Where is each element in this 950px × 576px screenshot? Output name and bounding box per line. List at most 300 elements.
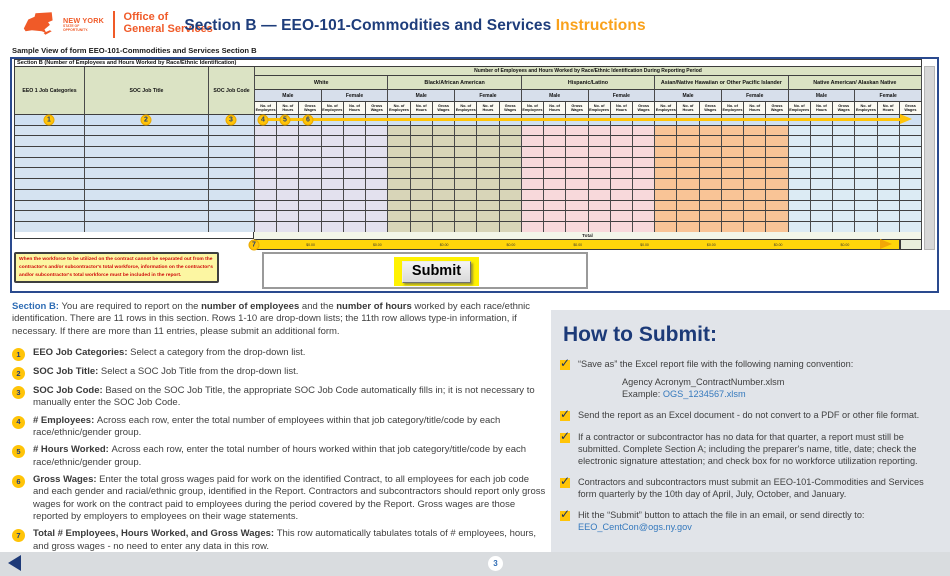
body-cell xyxy=(477,211,499,222)
body-cell xyxy=(322,126,344,137)
body-cell xyxy=(744,179,766,190)
body-cell xyxy=(611,201,633,212)
logo-state-name: NEW YORK xyxy=(63,15,105,25)
body-cell xyxy=(522,222,544,233)
body-cell xyxy=(15,147,85,158)
body-cell xyxy=(455,126,477,137)
body-cell xyxy=(655,147,677,158)
body-cell xyxy=(789,179,811,190)
body-cell xyxy=(411,190,433,201)
intro-segment: Section B: xyxy=(12,301,59,312)
check-icon: ✓ xyxy=(560,428,571,443)
body-cell xyxy=(255,190,277,201)
body-cell xyxy=(677,126,699,137)
section-b-intro xyxy=(12,301,546,338)
body-cell xyxy=(789,190,811,201)
body-cell xyxy=(433,190,455,201)
header-measure-cell: Gross Wages xyxy=(633,102,655,115)
previous-page-button[interactable] xyxy=(8,555,21,571)
body-cell xyxy=(566,179,588,190)
body-cell xyxy=(411,168,433,179)
body-cell xyxy=(544,190,566,201)
body-cell xyxy=(477,126,499,137)
total-value: $0.00 xyxy=(840,243,850,247)
body-cell xyxy=(878,179,900,190)
instruction-item xyxy=(12,385,546,410)
body-cell xyxy=(655,136,677,147)
step-number-badge: 7 xyxy=(12,529,25,542)
logo-tagline-2: OPPORTUNITY. xyxy=(63,27,89,32)
body-cell xyxy=(811,211,833,222)
body-cell xyxy=(85,126,209,137)
callout-7: 7 xyxy=(249,239,260,250)
total-arrow-head-icon xyxy=(880,239,892,249)
body-cell xyxy=(255,158,277,169)
callout-2: 2 xyxy=(141,114,152,125)
header-gender-cell: Male xyxy=(789,90,856,102)
header-gender-cell: Male xyxy=(655,90,722,102)
step-number-badge: 3 xyxy=(12,386,25,399)
body-cell xyxy=(544,126,566,137)
body-cell xyxy=(766,201,788,212)
body-cell xyxy=(633,126,655,137)
body-cell xyxy=(789,136,811,147)
body-cell xyxy=(299,211,321,222)
callout-1: 1 xyxy=(44,114,55,125)
body-cell xyxy=(299,158,321,169)
body-cell xyxy=(677,211,699,222)
body-cell xyxy=(299,222,321,233)
header-measure-cell: Gross Wages xyxy=(299,102,321,115)
body-cell xyxy=(633,222,655,233)
body-cell xyxy=(322,179,344,190)
body-cell xyxy=(388,158,410,169)
header-measure-cell: No. of Hours xyxy=(677,102,699,115)
body-cell xyxy=(833,222,855,233)
body-cell xyxy=(277,147,299,158)
body-cell xyxy=(677,158,699,169)
body-cell xyxy=(855,147,877,158)
body-cell xyxy=(722,201,744,212)
body-cell xyxy=(411,179,433,190)
header-measure-cell: No. of Hours xyxy=(277,102,299,115)
body-cell xyxy=(833,168,855,179)
body-cell xyxy=(15,136,85,147)
body-cell xyxy=(255,147,277,158)
body-cell xyxy=(433,168,455,179)
body-cell xyxy=(589,179,611,190)
step-number-badge: 1 xyxy=(12,348,25,361)
body-cell xyxy=(544,201,566,212)
header-measure-cell: No. of Hours xyxy=(411,102,433,115)
total-label: Total xyxy=(254,232,922,239)
body-cell xyxy=(900,147,922,158)
body-cell xyxy=(299,179,321,190)
body-cell xyxy=(255,136,277,147)
body-cell xyxy=(500,158,522,169)
body-cell xyxy=(766,136,788,147)
body-cell xyxy=(299,190,321,201)
body-cell xyxy=(878,158,900,169)
body-cell xyxy=(700,201,722,212)
body-cell xyxy=(344,190,366,201)
body-cell xyxy=(878,211,900,222)
body-cell xyxy=(388,126,410,137)
how-to-submit-panel xyxy=(551,310,950,576)
header-measure-cell: Gross Wages xyxy=(900,102,922,115)
body-cell xyxy=(722,158,744,169)
body-cell xyxy=(722,126,744,137)
body-cell xyxy=(677,168,699,179)
body-cell xyxy=(655,168,677,179)
body-cell xyxy=(277,158,299,169)
header-measure-cell: No. of Hours xyxy=(344,102,366,115)
checklist-item xyxy=(560,473,934,500)
body-cell xyxy=(700,136,722,147)
total-value: $0.00 xyxy=(573,243,583,247)
body-cell xyxy=(277,126,299,137)
header-period-cell: Number of Employees and Hours Worked by Race/Ethnic Identification During Reporting Period xyxy=(255,67,922,76)
body-cell xyxy=(15,168,85,179)
body-cell xyxy=(878,201,900,212)
body-cell xyxy=(388,136,410,147)
header-measure-cell: Gross Wages xyxy=(700,102,722,115)
body-cell xyxy=(209,211,255,222)
body-cell xyxy=(744,190,766,201)
sample-grid xyxy=(14,66,922,233)
row-highlight-arrow xyxy=(263,118,900,121)
check-icon: ✓ xyxy=(560,507,571,522)
agency-name-2: General Services xyxy=(123,23,213,35)
total-value: $0.00 xyxy=(506,243,516,247)
header-measure-cell: Gross Wages xyxy=(566,102,588,115)
checklist-text: Contractors and subcontractors must submit an EEO-101-Commodities and Services form quarterly by the 10th day of April, July, October, and January. xyxy=(578,476,924,500)
body-cell xyxy=(209,222,255,233)
body-cell xyxy=(900,136,922,147)
page-title xyxy=(160,17,670,35)
body-cell xyxy=(455,201,477,212)
body-cell xyxy=(700,168,722,179)
body-cell xyxy=(85,201,209,212)
body-cell xyxy=(411,147,433,158)
body-cell xyxy=(700,126,722,137)
body-cell xyxy=(633,190,655,201)
body-cell xyxy=(85,222,209,233)
body-cell xyxy=(411,201,433,212)
total-value: $0.00 xyxy=(439,243,449,247)
page-title-main: Section B — EEO-101-Commodities and Services xyxy=(184,17,556,34)
body-cell xyxy=(209,147,255,158)
body-cell xyxy=(677,222,699,233)
checklist-text: If a contractor or subcontractor has no data for that quarter, a report must still be submitted. Complete Section A; including the preparer's name, title, date; check the electronic signature attestation; and check box for no workforce utilization reporting. xyxy=(578,431,918,466)
body-cell xyxy=(522,158,544,169)
body-cell xyxy=(633,211,655,222)
header-gender-cell: Female xyxy=(322,90,389,102)
body-cell xyxy=(611,147,633,158)
body-cell xyxy=(388,147,410,158)
body-cell xyxy=(833,126,855,137)
body-cell xyxy=(855,190,877,201)
body-cell xyxy=(500,179,522,190)
body-cell xyxy=(255,211,277,222)
instruction-text: SOC Job Title: Select a SOC Job Title from the drop-down list. xyxy=(33,366,299,378)
body-cell xyxy=(722,147,744,158)
total-value: $0.00 xyxy=(706,243,716,247)
total-label-spacer xyxy=(14,232,254,239)
body-cell xyxy=(544,222,566,233)
body-cell xyxy=(744,211,766,222)
body-cell xyxy=(789,126,811,137)
body-cell xyxy=(299,201,321,212)
body-cell xyxy=(366,222,388,233)
body-cell xyxy=(589,201,611,212)
body-cell xyxy=(433,179,455,190)
body-cell xyxy=(766,126,788,137)
body-cell xyxy=(878,147,900,158)
body-cell xyxy=(455,136,477,147)
example-file-link[interactable]: OGS_1234567.xlsm xyxy=(662,389,746,400)
body-cell xyxy=(209,158,255,169)
naming-convention: Agency Acronym_ContractNumber.xlsm Example: OGS_1234567.xlsm xyxy=(622,377,785,400)
body-cell xyxy=(811,190,833,201)
body-cell xyxy=(700,179,722,190)
body-cell xyxy=(277,168,299,179)
body-cell xyxy=(299,168,321,179)
body-cell xyxy=(522,201,544,212)
check-icon: ✓ xyxy=(560,356,571,370)
checklist-item xyxy=(560,409,934,421)
instruction-item xyxy=(12,444,546,469)
body-cell xyxy=(455,222,477,233)
body-cell xyxy=(477,136,499,147)
body-cell xyxy=(344,222,366,233)
header-measure-cell: No. of Employees xyxy=(589,102,611,115)
submit-button[interactable]: Submit xyxy=(402,261,471,283)
body-cell xyxy=(209,190,255,201)
how-to-submit-heading: How to Submit: xyxy=(563,323,717,346)
header-measure-cell: No. of Hours xyxy=(811,102,833,115)
body-cell xyxy=(455,147,477,158)
body-cell xyxy=(500,201,522,212)
total-value: $0.00 xyxy=(773,243,783,247)
header-measure-cell: No. of Employees xyxy=(455,102,477,115)
body-cell xyxy=(366,190,388,201)
intro-segment: number of employees xyxy=(201,301,300,312)
body-cell xyxy=(500,168,522,179)
body-cell xyxy=(900,201,922,212)
body-cell xyxy=(766,179,788,190)
check-icon: ✓ xyxy=(560,407,571,422)
sheet-title: Section B (Number of Employees and Hours Worked by Race/Ethnic Identification) xyxy=(14,59,922,66)
body-cell xyxy=(789,222,811,233)
body-cell xyxy=(766,147,788,158)
body-cell xyxy=(388,190,410,201)
body-cell xyxy=(322,222,344,233)
body-cell xyxy=(900,126,922,137)
body-cell xyxy=(455,168,477,179)
body-cell xyxy=(589,147,611,158)
body-cell xyxy=(477,158,499,169)
body-cell xyxy=(500,126,522,137)
body-cell xyxy=(633,136,655,147)
body-cell xyxy=(766,168,788,179)
body-cell xyxy=(477,201,499,212)
body-cell xyxy=(255,179,277,190)
header-gender-cell: Male xyxy=(522,90,589,102)
header-measure-cell: No. of Employees xyxy=(322,102,344,115)
body-cell xyxy=(789,201,811,212)
instruction-text: Gross Wages: Enter the total gross wages paid for work on the identified Contract, to all employees for each job code and each gender and racial/ethnic group, identified in the Report. Contractors and subcontractors should report only gross wages for work on the contract paid to employees during the period covered by the Report. Gross wages are those reported by employers to employees on their wage statements. xyxy=(33,474,546,523)
body-cell xyxy=(789,147,811,158)
check-icon: ✓ xyxy=(560,473,571,488)
body-cell xyxy=(522,126,544,137)
header-measure-cell: No. of Employees xyxy=(855,102,877,115)
body-cell xyxy=(900,211,922,222)
body-cell xyxy=(811,147,833,158)
body-cell xyxy=(611,126,633,137)
body-cell xyxy=(811,158,833,169)
checklist-item xyxy=(560,428,934,467)
instruction-item xyxy=(12,474,546,523)
body-cell xyxy=(366,201,388,212)
body-cell xyxy=(566,158,588,169)
instruction-text: SOC Job Code: Based on the SOC Job Title, the appropriate SOC Job Code automatically fills in; it is not necessary to manually enter the SOC Job Code. xyxy=(33,385,535,409)
body-cell xyxy=(299,126,321,137)
body-cell xyxy=(433,147,455,158)
body-cell xyxy=(15,126,85,137)
body-cell xyxy=(522,147,544,158)
body-cell xyxy=(655,222,677,233)
step-number-badge: 2 xyxy=(12,367,25,380)
body-cell xyxy=(366,136,388,147)
body-cell xyxy=(811,222,833,233)
header-measure-cell: No. of Employees xyxy=(655,102,677,115)
body-cell xyxy=(366,126,388,137)
header-measure-cell: No. of Employees xyxy=(388,102,410,115)
body-cell xyxy=(722,211,744,222)
body-cell xyxy=(878,126,900,137)
body-cell xyxy=(455,190,477,201)
ny-state-icon xyxy=(22,9,58,39)
body-cell xyxy=(344,201,366,212)
body-cell xyxy=(766,190,788,201)
body-cell xyxy=(15,222,85,233)
body-cell xyxy=(878,136,900,147)
body-cell xyxy=(388,168,410,179)
body-cell xyxy=(209,126,255,137)
body-cell xyxy=(677,136,699,147)
body-cell xyxy=(811,168,833,179)
body-cell xyxy=(15,179,85,190)
header-gender-cell: Female xyxy=(855,90,922,102)
body-cell xyxy=(722,136,744,147)
body-cell xyxy=(85,190,209,201)
body-cell xyxy=(388,222,410,233)
header-gender-cell: Female xyxy=(589,90,656,102)
body-cell xyxy=(700,222,722,233)
instruction-text: EEO Job Categories: Select a category from the drop-down list. xyxy=(33,347,306,359)
body-cell xyxy=(366,179,388,190)
header-measure-cell: Gross Wages xyxy=(500,102,522,115)
header-left-cell: EEO 1 Job Categories xyxy=(15,67,85,115)
total-row-endcap xyxy=(900,239,922,250)
header-gender-cell: Female xyxy=(722,90,789,102)
body-cell xyxy=(209,136,255,147)
body-cell xyxy=(677,190,699,201)
body-cell xyxy=(766,158,788,169)
body-cell xyxy=(277,136,299,147)
body-cell xyxy=(277,201,299,212)
checklist-text: Hit the “Submit” button to attach the file in an email, or send directly to: EEO_CentCon@ogs.ny.gov xyxy=(578,510,865,533)
body-cell xyxy=(811,179,833,190)
intro-segment: worked by each race/ethnic identification. There are 11 rows in this section. Rows 1-10 are drop-down lists; the 11th row allows type-in information, if necessary. If there are more than 11 entries, please submit an additional form. xyxy=(12,301,531,337)
footer xyxy=(0,552,950,576)
body-cell xyxy=(522,211,544,222)
body-cell xyxy=(522,179,544,190)
instruction-item xyxy=(12,415,546,440)
header-measure-cell: No. of Employees xyxy=(522,102,544,115)
body-cell xyxy=(455,211,477,222)
header-gender-cell: Female xyxy=(455,90,522,102)
logo-tagline-1: STATE OF xyxy=(63,23,80,28)
body-cell xyxy=(544,147,566,158)
intro-segment: You are required to report on the xyxy=(58,301,202,312)
body-cell xyxy=(344,136,366,147)
body-cell xyxy=(744,136,766,147)
body-cell xyxy=(477,222,499,233)
body-cell xyxy=(277,211,299,222)
body-cell xyxy=(744,222,766,233)
email-link[interactable]: EEO_CentCon@ogs.ny.gov xyxy=(578,522,692,533)
body-cell xyxy=(322,136,344,147)
intro-segment: and the xyxy=(299,301,337,312)
body-cell xyxy=(589,190,611,201)
step-number-badge: 6 xyxy=(12,475,25,488)
body-cell xyxy=(589,222,611,233)
header-left-cell: SOC Job Title xyxy=(85,67,209,115)
body-cell xyxy=(344,147,366,158)
step-number-badge: 5 xyxy=(12,445,25,458)
body-cell xyxy=(388,201,410,212)
body-cell xyxy=(566,147,588,158)
body-cell xyxy=(433,126,455,137)
header-race-cell: White xyxy=(255,76,388,90)
body-cell xyxy=(611,158,633,169)
instruction-item xyxy=(12,347,546,361)
callout-5: 5 xyxy=(280,114,291,125)
body-cell xyxy=(855,136,877,147)
total-row xyxy=(254,239,900,250)
body-cell xyxy=(500,136,522,147)
body-cell xyxy=(611,136,633,147)
body-cell xyxy=(433,201,455,212)
body-cell xyxy=(366,158,388,169)
agency-name-1: Office of xyxy=(123,11,169,24)
body-cell xyxy=(833,211,855,222)
body-cell xyxy=(411,136,433,147)
app-header xyxy=(0,0,950,46)
body-cell xyxy=(633,147,655,158)
body-cell xyxy=(855,179,877,190)
callout-4: 4 xyxy=(258,114,269,125)
header-gender-cell: Male xyxy=(255,90,322,102)
body-cell xyxy=(566,126,588,137)
header-measure-cell: No. of Employees xyxy=(722,102,744,115)
body-cell xyxy=(677,147,699,158)
body-cell xyxy=(855,126,877,137)
body-cell xyxy=(789,168,811,179)
body-cell xyxy=(15,211,85,222)
